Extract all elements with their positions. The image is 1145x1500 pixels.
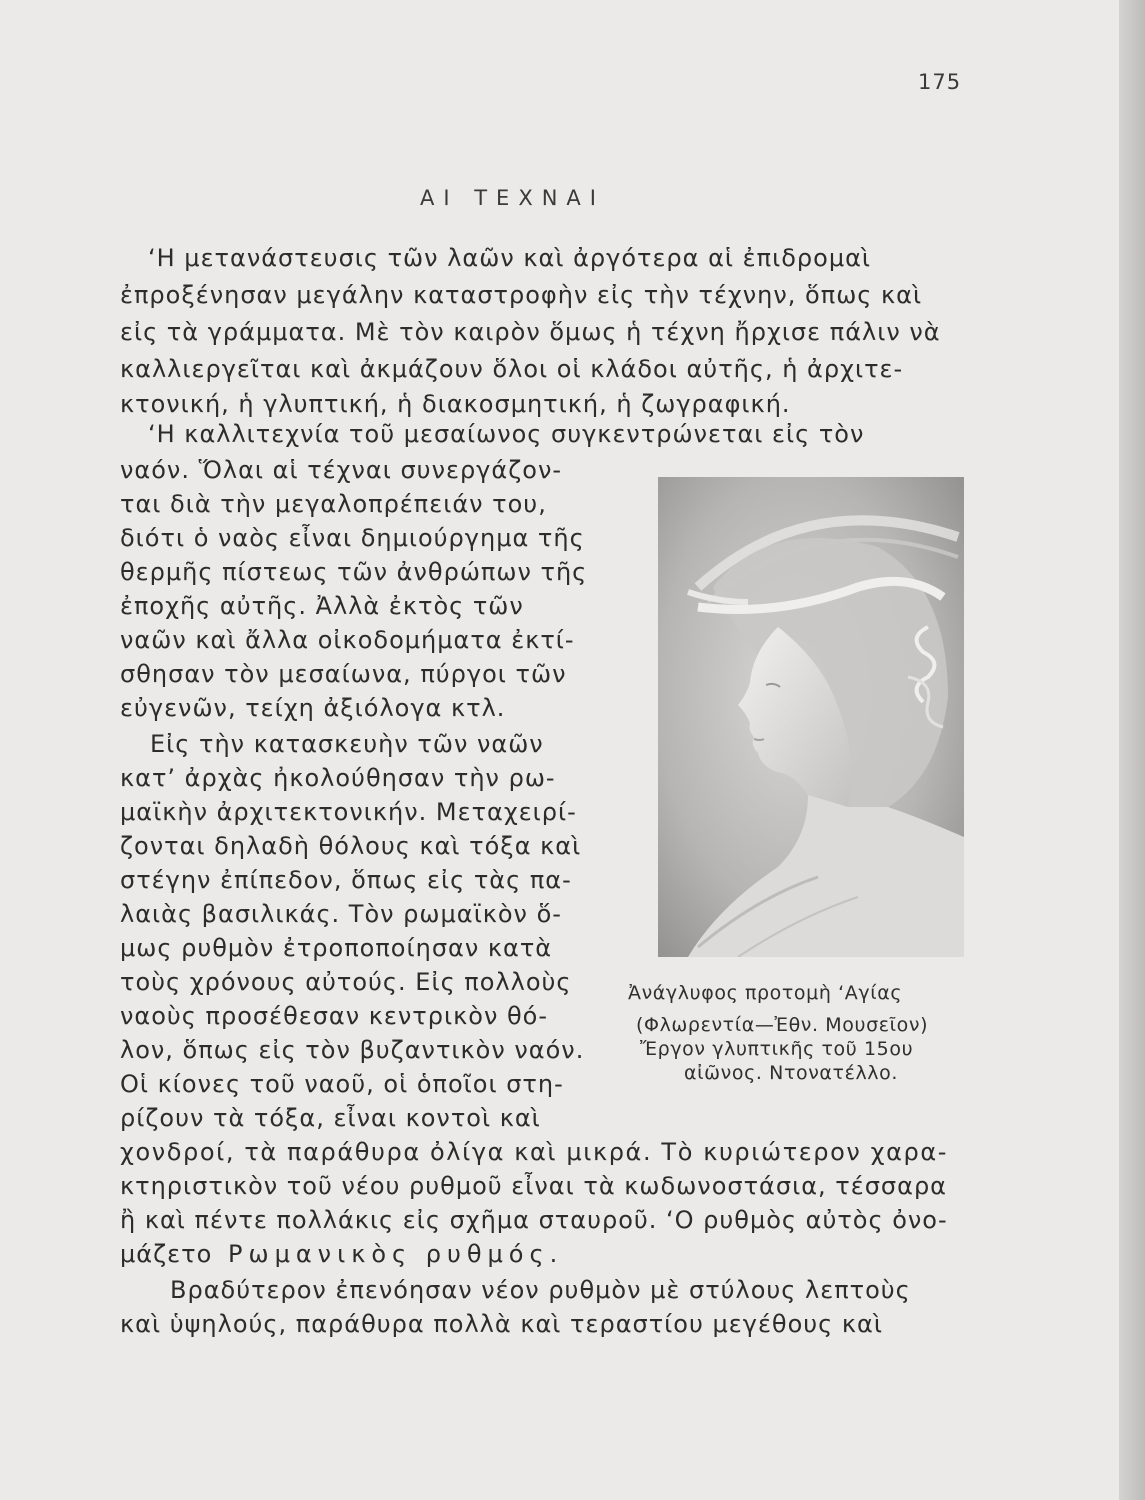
text-line: καὶ ὑψηλούς, παράθυρα πολλὰ καὶ τεραστίου μεγέθους καὶ <box>120 1310 883 1338</box>
page-edge-shadow <box>1119 0 1145 1500</box>
text-line: θερμῆς πίστεως τῶν ἀνθρώπων τῆς <box>120 558 588 586</box>
text-line: ἢ καὶ πέντε πολλάκις εἰς σχῆμα σταυροῦ. ‘Ο ρυθμὸς αὐτὸς ὀνο- <box>120 1206 948 1234</box>
text-line: κτονική, ἡ γλυπτική, ἡ διακοσμητική, ἡ ζωγραφική. <box>120 390 791 418</box>
text-line: ρίζουν τὰ τόξα, εἶναι κοντοὶ καὶ <box>120 1104 541 1132</box>
text-line: ‘Η μετανάστευσις τῶν λαῶν καὶ ἀργότερα αἱ ἐπιδρομαὶ <box>148 244 872 272</box>
text-line: κτηριστικὸν τοῦ νέου ρυθμοῦ εἶναι τὰ κωδωνοστάσια, τέσσαρα <box>120 1172 947 1200</box>
text-line: εὐγενῶν, τείχη ἀξιόλογα κτλ. <box>120 694 506 722</box>
text-line: μάζετο <box>120 1240 213 1268</box>
text-line: σθησαν τὸν μεσαίωνα, πύργοι τῶν <box>120 660 567 688</box>
text-line: ται διὰ τὴν μεγαλοπρέπειάν του, <box>120 490 547 518</box>
figure-caption-line: (Φλωρεντία—Ἐθν. Μουσεῖον) <box>636 1014 929 1036</box>
relief-bust-of-saint-image <box>658 477 964 957</box>
text-line: διότι ὁ ναὸς εἶναι δημιούργημα τῆς <box>120 524 585 552</box>
text-line: μως ρυθμὸν ἐτροποποίησαν κατὰ <box>120 934 553 962</box>
text-line: μαϊκὴν ἀρχιτεκτονικήν. Μεταχειρί- <box>120 798 577 826</box>
text-line: Βραδύτερον ἐπενόησαν νέον ρυθμὸν μὲ στύλους λεπτοὺς <box>170 1276 911 1304</box>
chapter-title: ΑΙ ΤΕΧΝΑΙ <box>420 186 605 210</box>
text-line: ναοὺς προσέθεσαν κεντρικὸν θό- <box>120 1002 549 1030</box>
text-line: εἰς τὰ γράμματα. Μὲ τὸν καιρὸν ὅμως ἡ τέχνη ἤρχισε πάλιν νὰ <box>120 318 941 346</box>
figure-caption-line: Ἔργον γλυπτικῆς τοῦ 15ου <box>640 1038 914 1060</box>
text-line: καλλιεργεῖται καὶ ἀκμάζουν ὅλοι οἱ κλάδοι αὐτῆς, ἡ ἀρχιτε- <box>120 355 904 383</box>
text-line: χονδροί, τὰ παράθυρα ὀλίγα καὶ μικρά. Τὸ κυριώτερον χαρα- <box>120 1138 949 1166</box>
text-line: λαιὰς βασιλικάς. Τὸν ρωμαϊκὸν ὅ- <box>120 900 562 928</box>
text-line: Εἰς τὴν κατασκευὴν τῶν ναῶν <box>150 730 544 758</box>
page-number: 175 <box>918 70 962 94</box>
relief-bust-of-saint-icon <box>658 477 964 957</box>
text-line: ναόν. Ὅλαι αἱ τέχναι συνεργάζον- <box>120 456 563 484</box>
text-line: ‘Η καλλιτεχνία τοῦ μεσαίωνος συγκεντρώνεται εἰς τὸν <box>148 420 865 448</box>
text-line: ἐπροξένησαν μεγάλην καταστροφὴν εἰς τὴν τέχνην, ὅπως καὶ <box>120 281 923 309</box>
text-line: Οἱ κίονες τοῦ ναοῦ, οἱ ὁποῖοι στη- <box>120 1070 564 1098</box>
text-line: ζονται δηλαδὴ θόλους καὶ τόξα καὶ <box>120 832 582 860</box>
figure-caption-line: αἰῶνος. Ντονατέλλο. <box>684 1062 899 1084</box>
emphasized-term: Ρωμανικὸς ρυθμός. <box>228 1240 564 1268</box>
text-line: λον, ὅπως εἰς τὸν βυζαντικὸν ναόν. <box>120 1036 585 1064</box>
text-line: ἐποχῆς αὐτῆς. Ἀλλὰ ἐκτὸς τῶν <box>120 592 524 620</box>
text-line: κατ’ ἀρχὰς ἠκολούθησαν τὴν ρω- <box>120 764 556 792</box>
figure-caption-line: Ἀνάγλυφος προτομὴ ‘Αγίας <box>628 982 903 1004</box>
text-line: τοὺς χρόνους αὐτούς. Εἰς πολλοὺς <box>120 968 572 996</box>
text-line: ναῶν καὶ ἄλλα οἰκοδομήματα ἐκτί- <box>120 626 575 654</box>
text-line: στέγην ἐπίπεδον, ὅπως εἰς τὰς πα- <box>120 866 572 894</box>
